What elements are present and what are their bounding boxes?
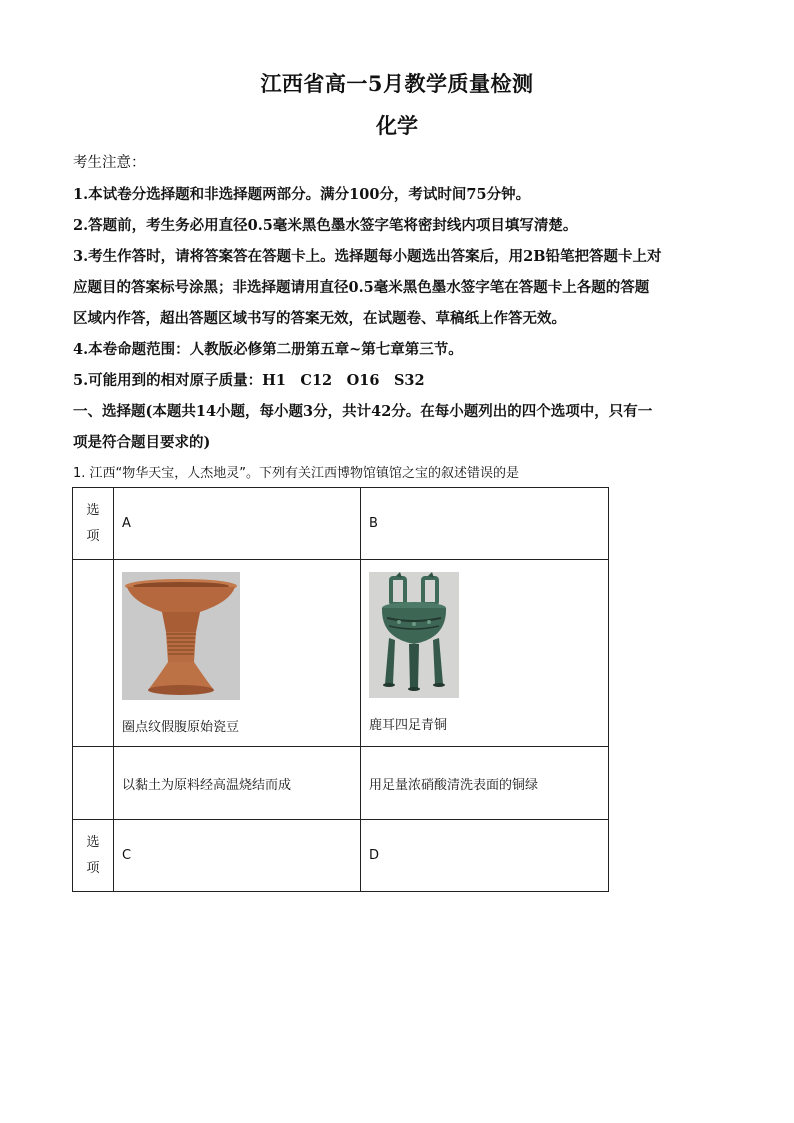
instruction-line: 3.考生作答时，请将答案答在答题卡上。选择题每小题选出答案后，用2B铅笔把答题卡上对 xyxy=(73,248,662,265)
option-label-bottom: 项 xyxy=(86,860,100,876)
option-label-top: 选 xyxy=(86,502,100,518)
instruction-line: 5.可能用到的相对原子质量：H1 C12 O16 S32 xyxy=(73,372,425,389)
option-d-header: D xyxy=(361,820,609,892)
instruction-line: 4.本卷命题范围：人教版必修第二册第五章~第七章第三节。 xyxy=(73,341,463,358)
table-row xyxy=(73,747,609,820)
instruction-line: 区域内作答，超出答题区域书写的答案无效，在试题卷、草稿纸上作答无效。 xyxy=(73,310,566,327)
options-table xyxy=(72,487,609,892)
section-heading-cont: 项是符合题目要求的) xyxy=(73,434,211,451)
instruction-line: 应题目的答案标号涂黑；非选择题请用直径0.5毫米黑色墨水签字笔在答题卡上各题的答题 xyxy=(73,279,650,296)
pottery-dou-image xyxy=(122,572,240,700)
option-b-image-cell xyxy=(361,560,609,747)
section-heading: 一、选择题(本题共14小题，每小题3分，共计42分。在每小题列出的四个选项中，只有一 xyxy=(73,403,653,420)
table-row xyxy=(73,820,609,892)
exam-title: 江西省高一5月教学质量检测 xyxy=(260,71,534,96)
option-label-cell xyxy=(73,820,114,892)
instructions-heading: 考生注意： xyxy=(73,155,146,171)
empty-label-cell xyxy=(73,747,114,820)
option-b-header: B xyxy=(361,488,609,560)
question-1-text: 1. 江西“物华天宝，人杰地灵”。下列有关江西博物馆镇馆之宝的叙述错误的是 xyxy=(73,466,520,481)
exam-instructions xyxy=(73,148,725,458)
option-a-description: 以黏土为原料经高温烧结而成 xyxy=(114,747,361,820)
table-row xyxy=(73,560,609,747)
exam-subject: 化学 xyxy=(376,113,418,138)
option-c-header: C xyxy=(114,820,361,892)
bronze-vessel-image xyxy=(369,572,459,698)
empty-label-cell xyxy=(73,560,114,747)
table-row xyxy=(73,488,609,560)
option-label-cell xyxy=(73,488,114,560)
option-a-caption: 圈点纹假腹原始瓷豆 xyxy=(122,720,240,735)
option-a-image-cell xyxy=(114,560,361,747)
option-a-header: A xyxy=(114,488,361,560)
option-label-bottom: 项 xyxy=(86,528,100,544)
option-b-description: 用足量浓硝酸清洗表面的铜绿 xyxy=(361,747,609,820)
option-label-top: 选 xyxy=(86,834,100,850)
option-b-caption: 鹿耳四足青铜 xyxy=(369,718,448,733)
instruction-line: 1.本试卷分选择题和非选择题两部分。满分100分，考试时间75分钟。 xyxy=(73,186,531,203)
instruction-line: 2.答题前，考生务必用直径0.5毫米黑色墨水签字笔将密封线内项目填写清楚。 xyxy=(73,217,578,234)
